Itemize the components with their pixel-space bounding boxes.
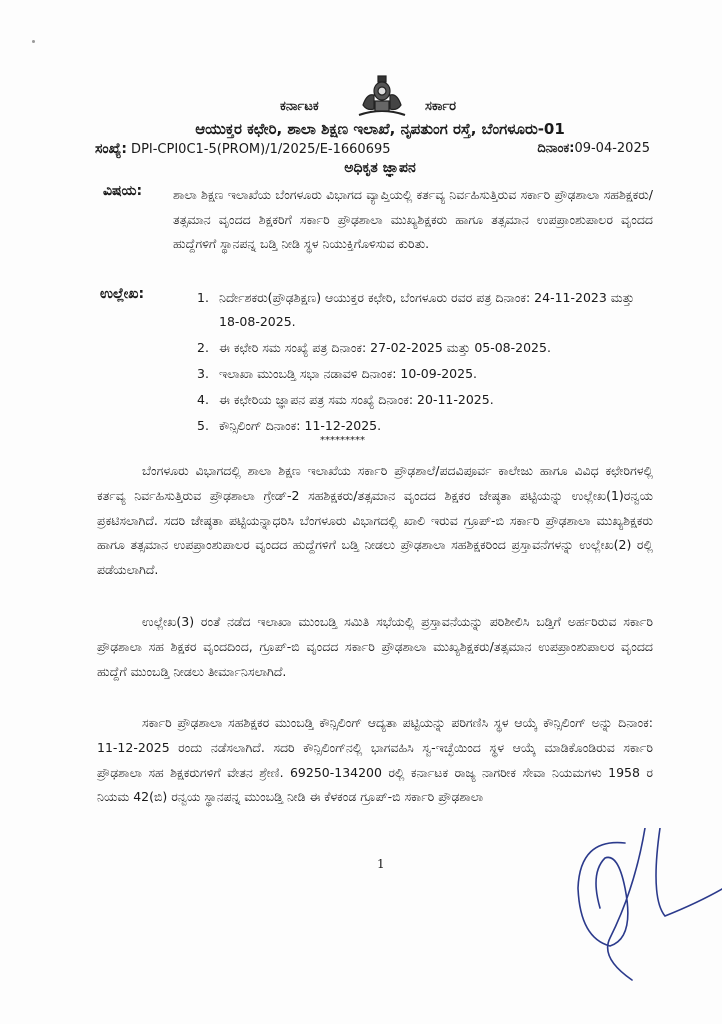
date-label: ದಿನಾಂಕ: — [537, 141, 575, 156]
paragraph-text: ಸರ್ಕಾರಿ ಪ್ರೌಢಶಾಲಾ ಸಹಶಿಕ್ಷಕರ ಮುಂಬಡ್ತಿ ಕೌನ್ಸಿಲಿಂಗ್ ಆದ್ಯತಾ ಪಟ್ಟಿಯನ್ನು ಪರಿಗಣಿಸಿ ಸ್ಥಳ ಆಯ್ಕೆ ಕೌನ್ಸಿಲಿಂಗ್ ಅನ್ನು ದಿನಾಂಕ: 11-12-2025 ರಂದು ನಡೆಸಲಾಗಿದೆ. ಸದರಿ ಕೌನ್ಸಿಲಿಂಗ್‌ನಲ್ಲಿ ಭಾಗವಹಿಸಿ ಸ್ವ-ಇಚ್ಛೆಯಿಂದ ಸ್ಥಳ ಆಯ್ಕೆ ಮಾಡಿಕೊಂಡಿರುವ ಸರ್ಕಾರಿ ಪ್ರೌಢಶಾಲಾ ಸಹ ಶಿಕ್ಷಕರುಗಳಿಗೆ ವೇತನ ಶ್ರೇಣಿ. 69250-134200 ರಲ್ಲಿ ಕರ್ನಾಟಕ ರಾಜ್ಯ ನಾಗರೀಕ ಸೇವಾ ನಿಯಮಗಳು 1958 ರ ನಿಯಮ 42(ಬಿ) ರನ್ವಯ ಸ್ಥಾನಪನ್ನ ಮುಂಬಡ್ತಿ ನೀಡಿ ಈ ಕೆಳಕಂಡ ಗ್ರೂಪ್-ಬಿ ಸರ್ಕಾರಿ ಪ್ರೌಢಶಾಲಾ — [97, 715, 653, 805]
paragraph-text: ಬೆಂಗಳೂರು ವಿಭಾಗದಲ್ಲಿ ಶಾಲಾ ಶಿಕ್ಷಣ ಇಲಾಖೆಯ ಸರ್ಕಾರಿ ಪ್ರೌಢಶಾಲೆ/ಪದವಿಪೂರ್ವ ಕಾಲೇಜು ಹಾಗೂ ವಿವಿಧ ಕಛೇರಿಗಳಲ್ಲಿ ಕರ್ತವ್ಯ ನಿರ್ವಹಿಸುತ್ತಿರುವ ಪ್ರೌಢಶಾಲಾ ಗ್ರೇಡ್-2 ಸಹಶಿಕ್ಷಕರು/ತತ್ಸಮಾನ ವೃಂದದ ಶಿಕ್ಷಕರ ಜೇಷ್ಠತಾ ಪಟ್ಟಿಯನ್ನು ಉಲ್ಲೇಖ(1)ರನ್ವಯ ಪ್ರಕಟಿಸಲಾಗಿದೆ. ಸದರಿ ಜೇಷ್ಠತಾ ಪಟ್ಟಿಯನ್ನಾಧರಿಸಿ ಬೆಂಗಳೂರು ವಿಭಾಗದಲ್ಲಿ ಖಾಲಿ ಇರುವ ಗ್ರೂಪ್-ಬಿ ಸರ್ಕಾರಿ ಪ್ರೌಢಶಾಲಾ ಮುಖ್ಯಶಿಕ್ಷಕರು ಹಾಗೂ ತತ್ಸಮಾನ ಉಪಪ್ರಾಂಶುಪಾಲರ ವೃಂದದ ಹುದ್ದೆಗಳಿಗೆ ಬಡ್ತಿ ನೀಡಲು ಪ್ರೌಢಶಾಲಾ ಸಹಶಿಕ್ಷಕರಿಂದ ಪ್ರಸ್ತಾವನೆಗಳನ್ನು ಉಲ್ಲೇಖ(2) ರಲ್ಲಿ ಪಡೆಯಲಾಗಿದೆ. — [97, 463, 653, 578]
body-paragraph — [97, 459, 653, 583]
reference-number: 4. — [197, 392, 209, 407]
subject-label: ವಿಷಯ: — [103, 183, 143, 199]
reference-item — [197, 336, 657, 360]
paragraph-text: ಉಲ್ಲೇಖ(3) ರಂತೆ ನಡೆದ ಇಲಾಖಾ ಮುಂಬಡ್ತಿ ಸಮಿತಿ ಸಭೆಯಲ್ಲಿ ಪ್ರಸ್ತಾವನೆಯನ್ನು ಪರಿಶೀಲಿಸಿ ಬಡ್ತಿಗೆ ಅರ್ಹರಿರುವ ಸರ್ಕಾರಿ ಪ್ರೌಢಶಾಲಾ ಸಹ ಶಿಕ್ಷಕರ ವೃಂದದಿಂದ, ಗ್ರೂಪ್-ಬಿ ವೃಂದದ ಸರ್ಕಾರಿ ಪ್ರೌಢಶಾಲಾ ಮುಖ್ಯಶಿಕ್ಷಕರು/ತತ್ಸಮಾನ ಉಪಪ್ರಾಂಶುಪಾಲರ ವೃಂದದ ಹುದ್ದೆಗೆ ಮುಂಬಡ್ತಿ ನೀಡಲು ತೀರ್ಮಾನಿಸಲಾಗಿದೆ. — [97, 614, 653, 679]
reference-number: 5. — [197, 418, 209, 433]
reference-text: ಈ ಕಛೇರಿ ಸಮ ಸಂಖ್ಯೆ ಪತ್ರ ದಿನಾಂಕ: 27-02-2025 ಮತ್ತು 05-08-2025. — [219, 340, 551, 355]
reference-line — [95, 141, 650, 157]
body-paragraph — [97, 610, 653, 684]
body-paragraph — [97, 711, 653, 810]
reference-text: ಈ ಕಛೇರಿಯ ಜ್ಞಾಪನ ಪತ್ರ ಸಮ ಸಂಖ್ಯೆ ದಿನಾಂಕ: 20-11-2025. — [219, 392, 494, 407]
signature — [510, 828, 722, 988]
reference-item — [197, 388, 657, 412]
reference-text: ನಿರ್ದೇಶಕರು(ಪ್ರೌಢಶಿಕ್ಷಣ) ಆಯುಕ್ತರ ಕಛೇರಿ, ಬೆಂಗಳೂರು ರವರ ಪತ್ರ ದಿನಾಂಕ: 24-11-2023 ಮತ್ತು 18-08-2025. — [219, 290, 635, 329]
reference-item — [197, 362, 657, 386]
separator: ********* — [320, 435, 365, 446]
reference-item — [197, 414, 657, 438]
reference-number: 3. — [197, 366, 209, 381]
state-emblem-icon — [357, 75, 407, 119]
state-name-left: ಕರ್ನಾಟಕ — [280, 99, 319, 114]
number-label: ಸಂಖ್ಯೆ: — [95, 141, 127, 157]
reference-text: ಕೌನ್ಸಿಲಿಂಗ್ ದಿನಾಂಕ: 11-12-2025. — [219, 418, 382, 433]
document-title: ಅಧಿಕೃತ ಜ್ಞಾಪನ — [344, 160, 416, 176]
number-value: DPI-CPI0C1-5(PROM)/1/2025/E-1660695 — [126, 142, 391, 157]
references-label: ಉಲ್ಲೇಖ: — [100, 286, 145, 302]
date-value: 09-04-2025 — [574, 141, 650, 156]
subject-text: ಶಾಲಾ ಶಿಕ್ಷಣ ಇಲಾಖೆಯ ಬೆಂಗಳೂರು ವಿಭಾಗದ ವ್ಯಾಪ್ತಿಯಲ್ಲಿ ಕರ್ತವ್ಯ ನಿರ್ವಹಿಸುತ್ತಿರುವ ಸರ್ಕಾರಿ ಪ್ರೌಢಶಾಲಾ ಸಹಶಿಕ್ಷಕರು/ತತ್ಸಮಾನ ವೃಂದದ ಶಿಕ್ಷಕರಿಗೆ ಸರ್ಕಾರಿ ಪ್ರೌಢಶಾಲಾ ಮುಖ್ಯಶಿಕ್ಷಕರು ಹಾಗೂ ತತ್ಸಮಾನ ಉಪಪ್ರಾಂಶುಪಾಲರ ವೃಂದದ ಹುದ್ದೆಗಳಿಗೆ ಸ್ಥಾನಪನ್ನ ಬಡ್ತಿ ನೀಡಿ ಸ್ಥಳ ನಿಯುಕ್ತಿಗೊಳಿಸುವ ಕುರಿತು. — [173, 187, 653, 251]
reference-number: 1. — [197, 290, 209, 305]
state-name-right: ಸರ್ಕಾರ — [425, 99, 456, 114]
date-block — [537, 141, 650, 156]
page-number: 1 — [377, 857, 385, 871]
references-list — [197, 286, 657, 440]
reference-text: ಇಲಾಖಾ ಮುಂಬಡ್ತಿ ಸಭಾ ನಡಾವಳಿ ದಿನಾಂಕ: 10-09-2025. — [219, 366, 477, 381]
reference-item — [197, 286, 657, 334]
scan-speck — [32, 40, 35, 43]
office-address: ಆಯುಕ್ತರ ಕಛೇರಿ, ಶಾಲಾ ಶಿಕ್ಷಣ ಇಲಾಖೆ, ನೃಪತುಂಗ ರಸ್ತೆ, ಬೆಂಗಳೂರು-01 — [195, 120, 565, 138]
reference-number: 2. — [197, 340, 209, 355]
